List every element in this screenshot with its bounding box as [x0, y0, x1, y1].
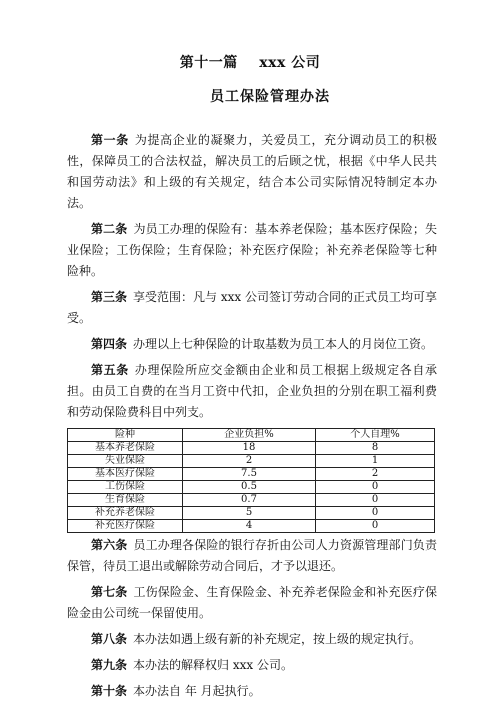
table-cell: 18	[183, 442, 316, 455]
table-cell: 0	[316, 520, 435, 533]
table-header-cell: 企业负担%	[183, 429, 316, 442]
table-row	[68, 507, 435, 520]
article-label: 第二条	[91, 222, 128, 236]
article-label: 第八条	[91, 632, 128, 646]
table-cell: 补充医疗保险	[68, 520, 183, 533]
article-text: 工伤保险金、生育保险金、补充养老保险金和补充医疗保险金由公司统一保留使用。	[67, 585, 437, 620]
article-text: 为提高企业的凝聚力，关爱员工，充分调动员工的积极性，保障员工的合法权益，解决员工的后顾之忧，根据《中华人民共和国劳动法》和上级的有关规定，结合本公司实际情况特制定本办法。	[67, 133, 437, 210]
article-text: 本办法的解释权归 xxx 公司。	[133, 658, 293, 672]
article-label: 第十条	[91, 684, 128, 698]
article-2	[67, 219, 437, 282]
table-cell: 2	[183, 455, 316, 468]
article-8	[67, 629, 437, 650]
table-cell: 基本医疗保险	[68, 468, 183, 481]
article-9	[67, 655, 437, 676]
article-6	[67, 535, 437, 577]
article-text: 享受范围：凡与 xxx 公司签订劳动合同的正式员工均可享受。	[67, 290, 437, 325]
article-text: 员工办理各保险的银行存折由公司人力资源管理部门负责保管，待员工退出或解除劳动合同后，才予以退还。	[67, 538, 437, 573]
article-label: 第五条	[91, 363, 129, 377]
table-cell: 0	[316, 507, 435, 520]
table-row	[68, 494, 435, 507]
article-label: 第七条	[91, 585, 128, 599]
table-cell: 补充养老保险	[68, 507, 183, 520]
table-cell: 7.5	[183, 468, 316, 481]
article-label: 第九条	[91, 658, 128, 672]
table-cell: 0	[316, 481, 435, 494]
table-cell: 8	[316, 442, 435, 455]
table-row	[68, 455, 435, 468]
article-text: 本办法如遇上级有新的补充规定，按上级的规定执行。	[133, 632, 422, 646]
article-4	[67, 334, 437, 355]
article-7	[67, 582, 437, 624]
insurance-rate-table	[67, 428, 435, 533]
table-cell: 0.5	[183, 481, 316, 494]
table-cell: 1	[316, 455, 435, 468]
table-cell: 2	[316, 468, 435, 481]
table-cell: 0.7	[183, 494, 316, 507]
article-1	[67, 130, 437, 214]
table-row	[68, 442, 435, 455]
table-row	[68, 520, 435, 533]
article-3	[67, 287, 437, 329]
table-cell: 5	[183, 507, 316, 520]
article-label: 第一条	[91, 133, 129, 147]
article-text: 办理保险所应交金额由企业和员工根据上级规定各自承担。由员工自费的在当月工资中代扣，企业负担的分别在职工福利费和劳动保险费科目中列支。	[67, 363, 437, 419]
document-title: 第十一篇 xxx 公司	[179, 55, 321, 71]
table-cell: 基本养老保险	[68, 442, 183, 455]
table-cell: 生育保险	[68, 494, 183, 507]
table-cell: 4	[183, 520, 316, 533]
article-5	[67, 360, 437, 423]
table-row	[68, 481, 435, 494]
article-label: 第六条	[91, 538, 128, 552]
article-text: 办理以上七种保险的计取基数为员工本人的月岗位工资。	[133, 337, 434, 351]
table-header-cell: 险种	[68, 429, 183, 442]
document-subtitle: 员工保险管理办法	[210, 89, 330, 105]
document-body	[67, 130, 437, 707]
article-text: 为员工办理的保险有：基本养老保险；基本医疗保险；失业保险；工伤保险；生育保险；补充医疗保险；补充养老保险等七种险种。	[67, 222, 437, 278]
article-label: 第四条	[91, 337, 128, 351]
article-text: 本办法自 年 月起执行。	[133, 684, 261, 698]
table-row	[68, 468, 435, 481]
table-cell: 失业保险	[68, 455, 183, 468]
table-cell: 工伤保险	[68, 481, 183, 494]
table-cell: 0	[316, 494, 435, 507]
table-header-row	[68, 429, 435, 442]
article-label: 第三条	[91, 290, 128, 304]
table-header-cell: 个人自理%	[316, 429, 435, 442]
article-10	[67, 681, 437, 702]
